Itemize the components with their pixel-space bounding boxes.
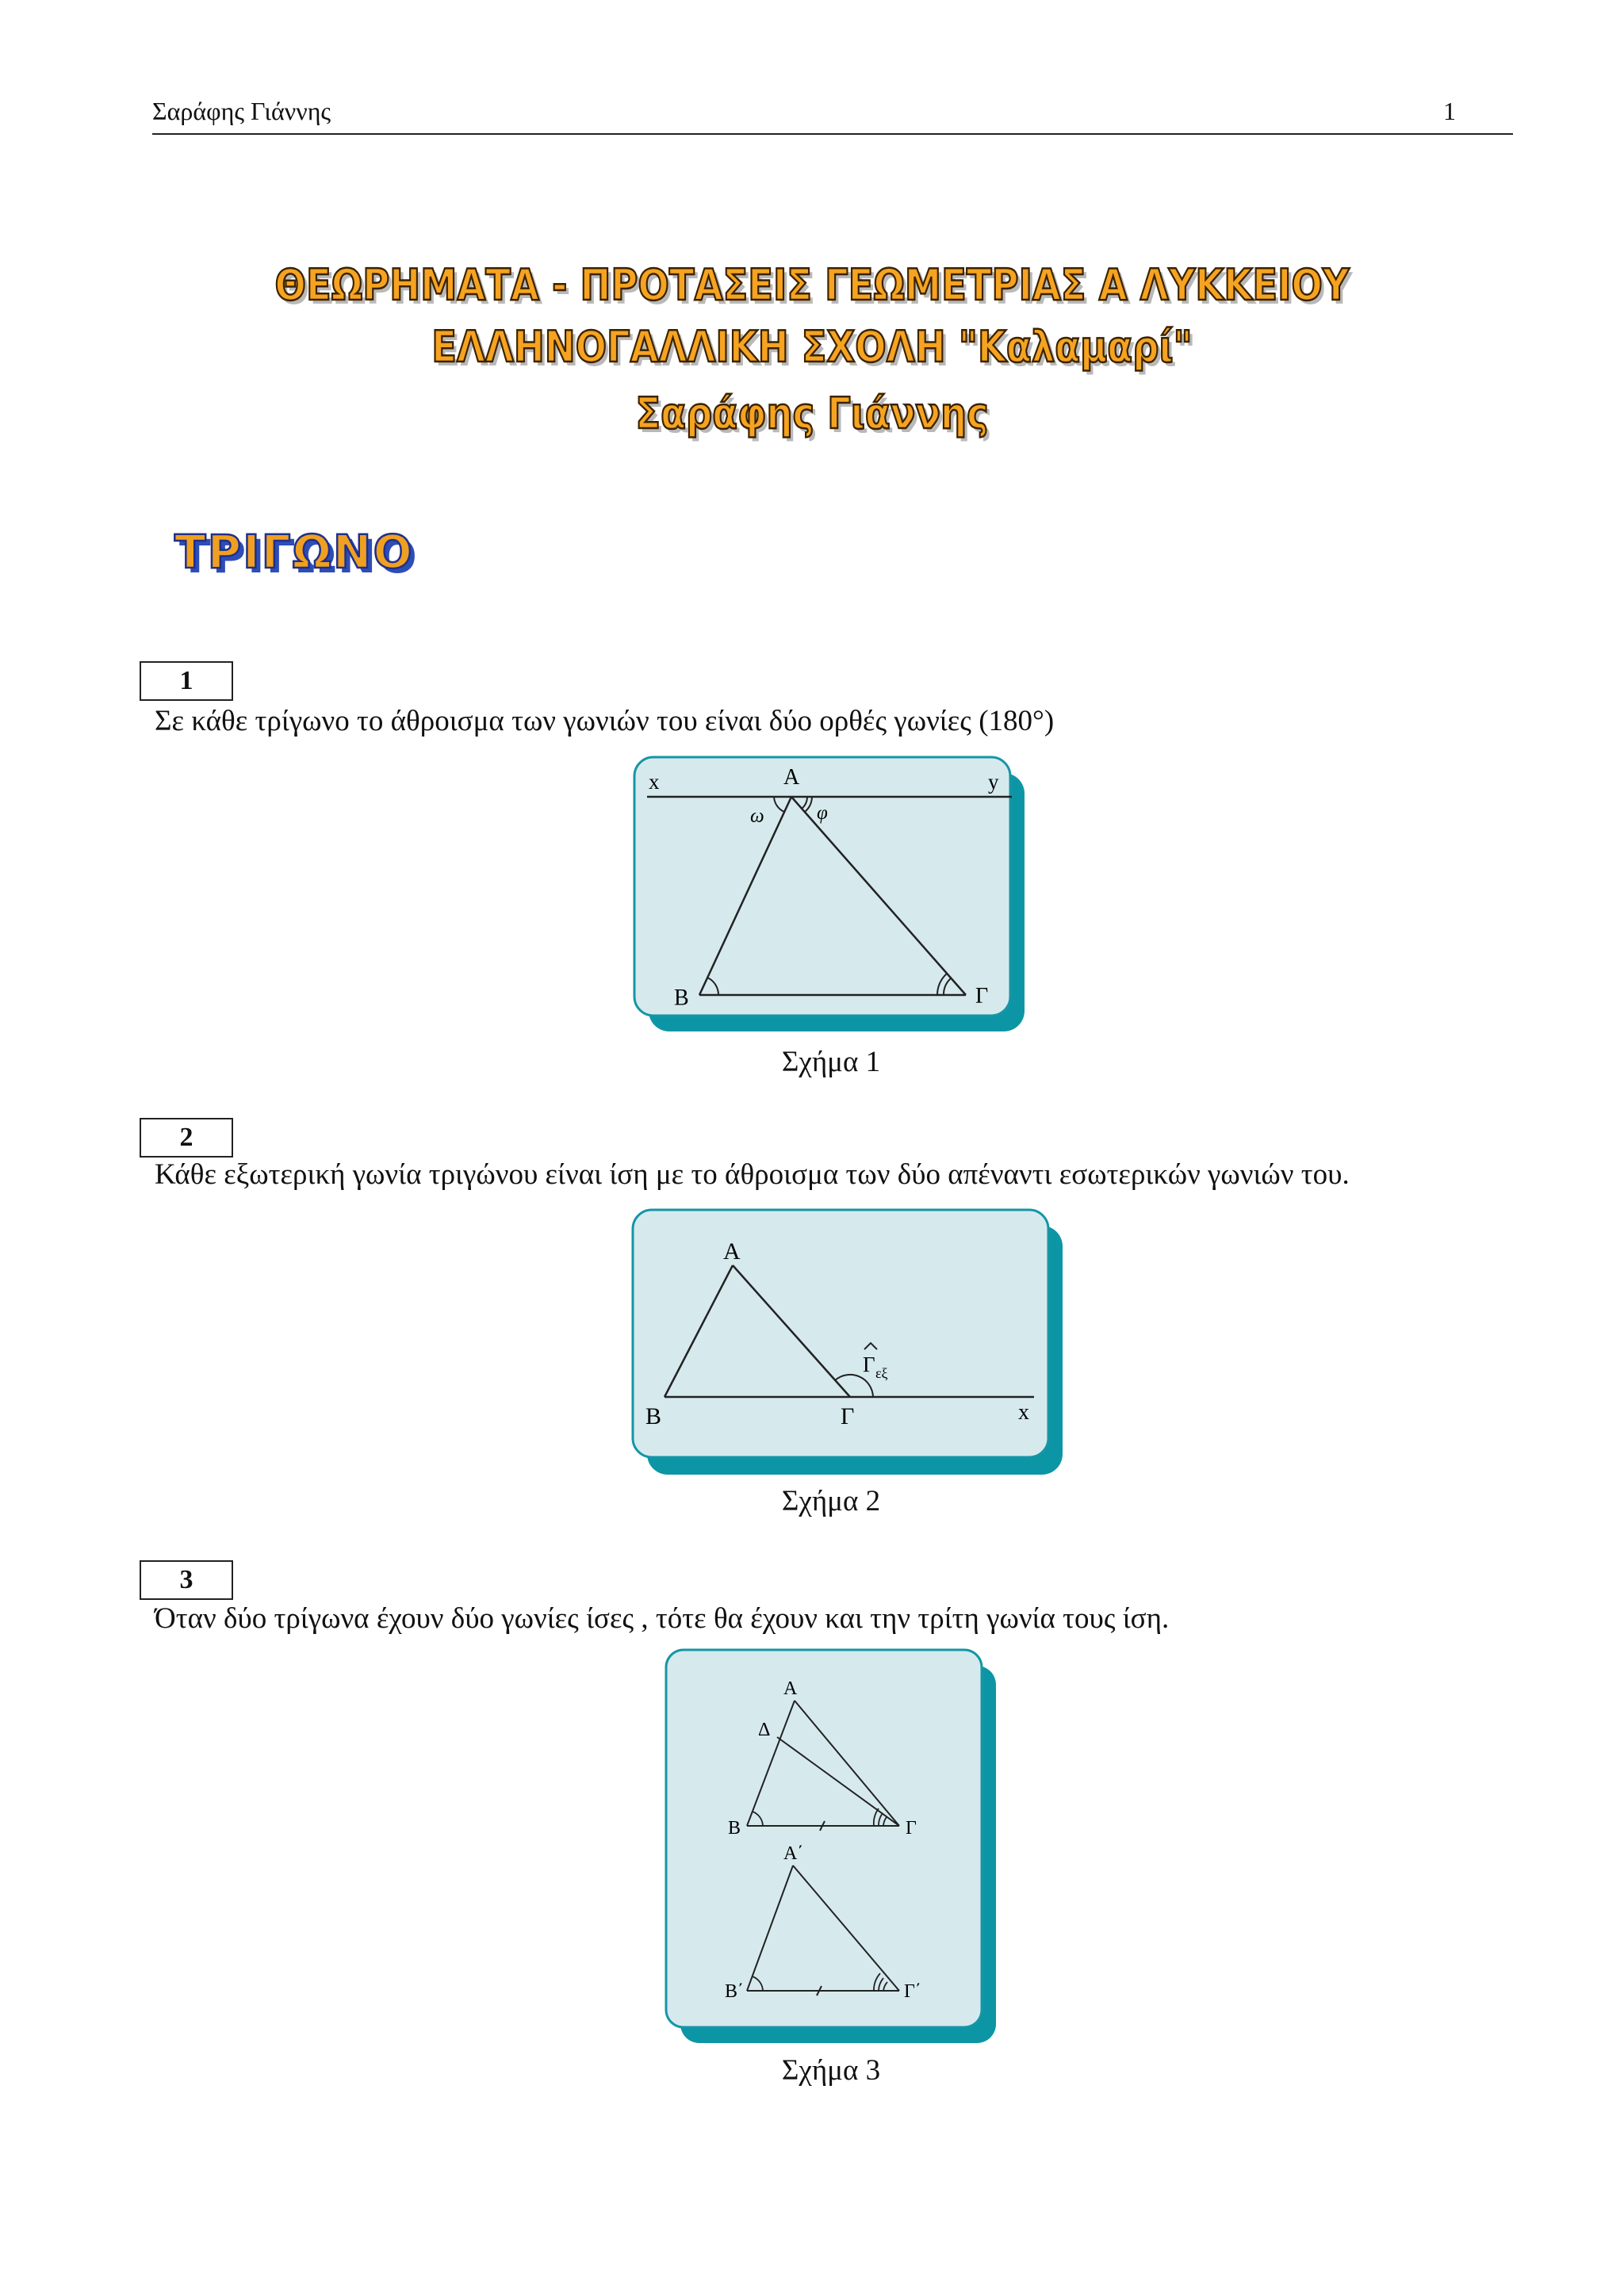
- label-omega: ω: [750, 806, 764, 827]
- label-x: x: [649, 770, 660, 794]
- label-B: Β: [674, 985, 689, 1010]
- label-B2: Β΄: [725, 1981, 744, 2002]
- label-phi: φ: [817, 802, 828, 824]
- label-A2: Α΄: [783, 1843, 804, 1864]
- theorem-number-box: 1: [140, 661, 233, 701]
- theorem-statement: Σε κάθε τρίγωνο το άθροισμα των γωνιών του είναι δύο ορθές γωνίες (180°): [155, 705, 1055, 737]
- label-B: Β: [645, 1403, 662, 1429]
- figure-caption: Σχήμα 3: [781, 2054, 881, 2087]
- theorem-number-box: 3: [140, 1560, 233, 1600]
- figure-3: [665, 1648, 999, 2046]
- header-author: Σαράφης Γιάννης: [152, 97, 331, 125]
- figure-caption: Σχήμα 2: [781, 1485, 881, 1517]
- page-header: [152, 97, 1513, 135]
- label-A: Α: [783, 765, 800, 790]
- label-G: Γ: [906, 1818, 917, 1839]
- figure-caption: Σχήμα 1: [781, 1046, 881, 1078]
- label-G-ext: Γ: [863, 1353, 875, 1376]
- label-x: x: [1018, 1400, 1029, 1425]
- label-y: y: [988, 770, 999, 794]
- figure-panel: [666, 1650, 982, 2027]
- theorem-number-box: 2: [140, 1118, 233, 1158]
- page-number: 1: [1443, 97, 1456, 125]
- title-line-3: Σαράφης Γιάννης: [635, 388, 989, 438]
- label-A: Α: [783, 1678, 798, 1699]
- figure-2: [631, 1208, 1066, 1478]
- section-title: ΤΡΙΓΩΝΟ: [174, 525, 414, 579]
- title-line-1: ΘΕΩΡΗΜΑΤΑ - ΠΡΟΤΑΣΕΙΣ ΓΕΩΜΕΤΡΙΑΣ Α ΛΥΚΚΕΙΟΥ: [274, 260, 1350, 310]
- theorem-statement: Όταν δύο τρίγωνα έχουν δύο γωνίες ίσες , τότε θα έχουν και την τρίτη γωνία τους ίση.: [155, 1602, 1170, 1635]
- figure-1: [633, 756, 1029, 1036]
- label-D: Δ: [758, 1720, 771, 1740]
- label-G2: Γ΄: [904, 1981, 921, 2002]
- label-G: Γ: [841, 1403, 855, 1429]
- label-G: Γ: [975, 984, 989, 1008]
- title-line-2: ΕΛΛΗΝΟΓΑΛΛΙΚΗ ΣΧΟΛΗ "Καλαμαρί": [431, 322, 1193, 372]
- theorem-statement: Κάθε εξωτερική γωνία τριγώνου είναι ίση με το άθροισμα των δύο απέναντι εσωτερικών γωνιών του.: [155, 1158, 1350, 1191]
- label-A: Α: [723, 1238, 741, 1265]
- label-ext-subscript: εξ: [875, 1365, 888, 1381]
- label-B: Β: [728, 1818, 741, 1839]
